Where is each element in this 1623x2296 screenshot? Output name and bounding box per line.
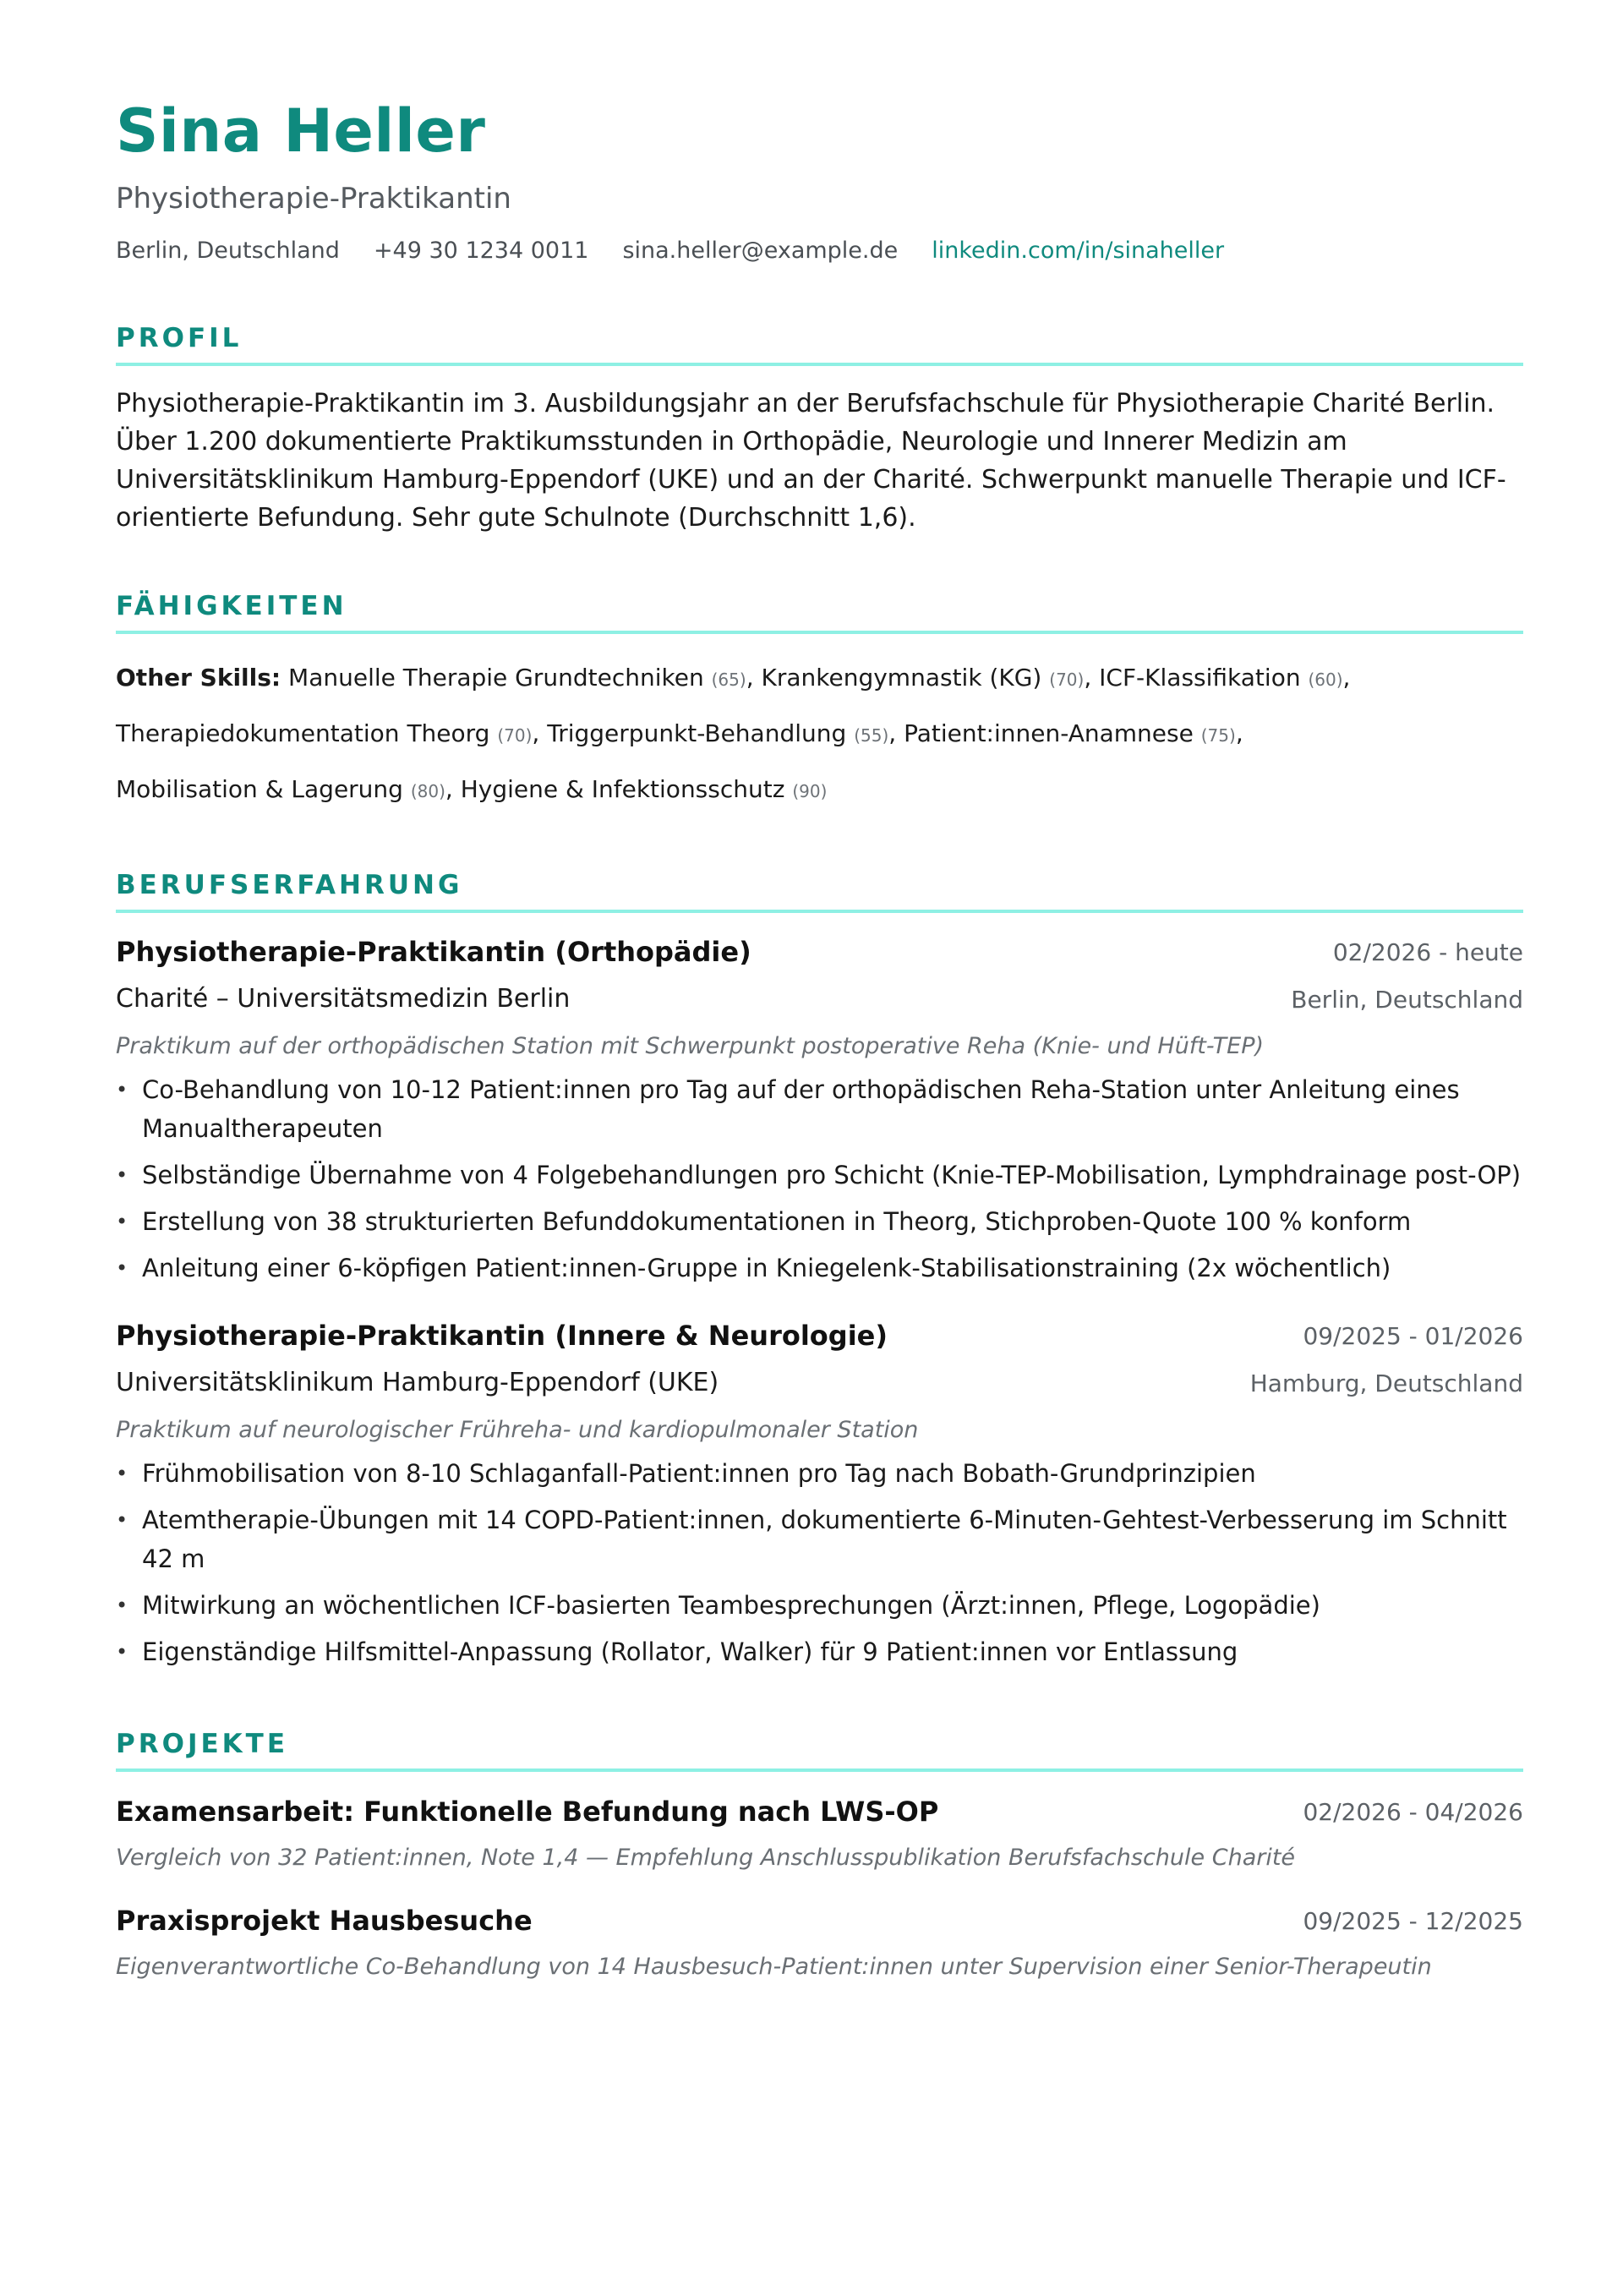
skill-level: (60) bbox=[1308, 670, 1343, 690]
skill-item: Manuelle Therapie Grundtechniken (65), bbox=[288, 664, 754, 692]
bullet-icon: • bbox=[116, 1163, 128, 1187]
profile-summary: Physiotherapie-Praktikantin im 3. Ausbildungsjahr an der Berufsfachschule für Physiotherapie Charité Berlin. Über 1.200 dokumentierte Praktikumsstunden in Orthopädie, Neurologie und Innerer Medizin am Universitätsklinikum Hamburg-Eppendorf (UKE) und an der Charité. Schwerpunkt manuelle Therapie und ICF-orientierte Befundung. Sehr gute Schulnote (Durchschnitt 1,6). bbox=[116, 389, 1506, 533]
job-location: Hamburg, Deutschland bbox=[1249, 1369, 1523, 1397]
section-title-skills: FÄHIGKEITEN bbox=[116, 591, 347, 621]
job-bullet: • Erstellung von 38 strukturierten Befunddokumentationen in Theorg, Stichproben-Quote 100 % konform bbox=[116, 1202, 1523, 1241]
job-bullet: • Mitwirkung an wöchentlichen ICF-basierten Teambesprechungen (Ärzt:innen, Pflege, Logopädie) bbox=[116, 1586, 1523, 1625]
skills-list bbox=[116, 651, 1523, 818]
job-description: Praktikum auf der orthopädischen Station mit Schwerpunkt postoperative Reha (Knie- und Hüft-TEP) bbox=[116, 1033, 1265, 1059]
section-title-projects: PROJEKTE bbox=[116, 1729, 288, 1759]
skill-level: (70) bbox=[1049, 670, 1085, 690]
skill-item: Patient:innen-Anamnese (75), bbox=[904, 719, 1243, 747]
project-title: Praxisprojekt Hausbesuche bbox=[116, 1905, 533, 1937]
contact-email[interactable]: sina.heller@example.de bbox=[622, 238, 899, 264]
job-bullets bbox=[116, 1454, 1523, 1679]
candidate-name: Sina Heller bbox=[116, 96, 486, 166]
job-bullet: • Anleitung einer 6-köpfigen Patient:innen-Gruppe in Kniegelenk-Stabilisationstraining (2x wöchentlich) bbox=[116, 1249, 1523, 1287]
project-title: Examensarbeit: Funktionelle Befundung nach LWS-OP bbox=[116, 1796, 939, 1828]
section-divider bbox=[116, 910, 1523, 913]
skill-item: Krankengymnastik (KG) (70), bbox=[761, 664, 1092, 692]
bullet-icon: • bbox=[116, 1078, 128, 1102]
job-bullet: • Eigenständige Hilfsmittel-Anpassung (Rollator, Walker) für 9 Patient:innen vor Entlassung bbox=[116, 1632, 1523, 1671]
bullet-icon: • bbox=[116, 1210, 128, 1233]
skill-level: (80) bbox=[410, 781, 445, 801]
skill-level: (70) bbox=[497, 725, 533, 746]
section-divider bbox=[116, 363, 1523, 366]
job-bullet: • Frühmobilisation von 8-10 Schlaganfall-Patient:innen pro Tag nach Bobath-Grundprinzipien bbox=[116, 1454, 1523, 1493]
section-title-experience: BERUFSERFAHRUNG bbox=[116, 870, 463, 900]
project-dates: 02/2026 - 04/2026 bbox=[1303, 1798, 1523, 1826]
contact-phone: +49 30 1234 0011 bbox=[373, 238, 589, 264]
job-bullets bbox=[116, 1070, 1523, 1295]
bullet-icon: • bbox=[116, 1594, 128, 1617]
job-dates: 02/2026 - heute bbox=[1332, 938, 1523, 966]
job-bullet: • Selbständige Übernahme von 4 Folgebehandlungen pro Schicht (Knie-TEP-Mobilisation, Lymphdrainage post-OP) bbox=[116, 1156, 1523, 1194]
job-description: Praktikum auf neurologischer Frühreha- und kardiopulmonaler Station bbox=[116, 1417, 919, 1443]
job-location: Berlin, Deutschland bbox=[1291, 986, 1523, 1014]
project-description: Vergleich von 32 Patient:innen, Note 1,4 — Empfehlung Anschlusspublikation Berufsfachschule Charité bbox=[116, 1845, 1296, 1871]
skill-level: (90) bbox=[792, 781, 828, 801]
candidate-role: Physiotherapie-Praktikantin bbox=[116, 182, 511, 216]
skill-item: Mobilisation & Lagerung (80), bbox=[116, 775, 453, 803]
job-company: Universitätsklinikum Hamburg-Eppendorf (UKE) bbox=[116, 1368, 719, 1397]
contact-line bbox=[116, 239, 1224, 262]
skill-item: ICF-Klassifikation (60), bbox=[1099, 664, 1351, 692]
skill-item: Hygiene & Infektionsschutz (90) bbox=[460, 775, 828, 803]
section-divider bbox=[116, 631, 1523, 634]
project-description: Eigenverantwortliche Co-Behandlung von 14 Hausbesuch-Patient:innen unter Supervision einer Senior-Therapeutin bbox=[116, 1954, 1432, 1980]
job-title: Physiotherapie-Praktikantin (Innere & Neurologie) bbox=[116, 1320, 888, 1352]
skill-item: Triggerpunkt-Behandlung (55), bbox=[547, 719, 897, 747]
bullet-icon: • bbox=[116, 1462, 128, 1485]
skill-level: (75) bbox=[1200, 725, 1236, 746]
section-divider bbox=[116, 1768, 1523, 1772]
contact-location: Berlin, Deutschland bbox=[116, 238, 340, 264]
section-title-profile: PROFIL bbox=[116, 323, 243, 353]
job-dates: 09/2025 - 01/2026 bbox=[1303, 1322, 1523, 1350]
contact-linkedin-link[interactable]: linkedin.com/in/sinaheller bbox=[932, 238, 1225, 264]
bullet-icon: • bbox=[116, 1508, 128, 1532]
project-dates: 09/2025 - 12/2025 bbox=[1303, 1907, 1523, 1935]
skill-level: (65) bbox=[711, 670, 746, 690]
job-company: Charité – Universitätsmedizin Berlin bbox=[116, 984, 571, 1014]
skills-label: Other Skills: bbox=[116, 664, 281, 692]
job-title: Physiotherapie-Praktikantin (Orthopädie) bbox=[116, 936, 751, 968]
bullet-icon: • bbox=[116, 1640, 128, 1664]
skill-level: (55) bbox=[854, 725, 889, 746]
bullet-icon: • bbox=[116, 1256, 128, 1280]
skill-item: Therapiedokumentation Theorg (70), bbox=[116, 719, 540, 747]
job-bullet: • Atemtherapie-Übungen mit 14 COPD-Patient:innen, dokumentierte 6-Minuten-Gehtest-Verbesserung im Schnitt 42 m bbox=[116, 1501, 1523, 1578]
job-bullet: • Co-Behandlung von 10-12 Patient:innen pro Tag auf der orthopädischen Reha-Station unter Anleitung eines Manualtherapeuten bbox=[116, 1070, 1523, 1148]
